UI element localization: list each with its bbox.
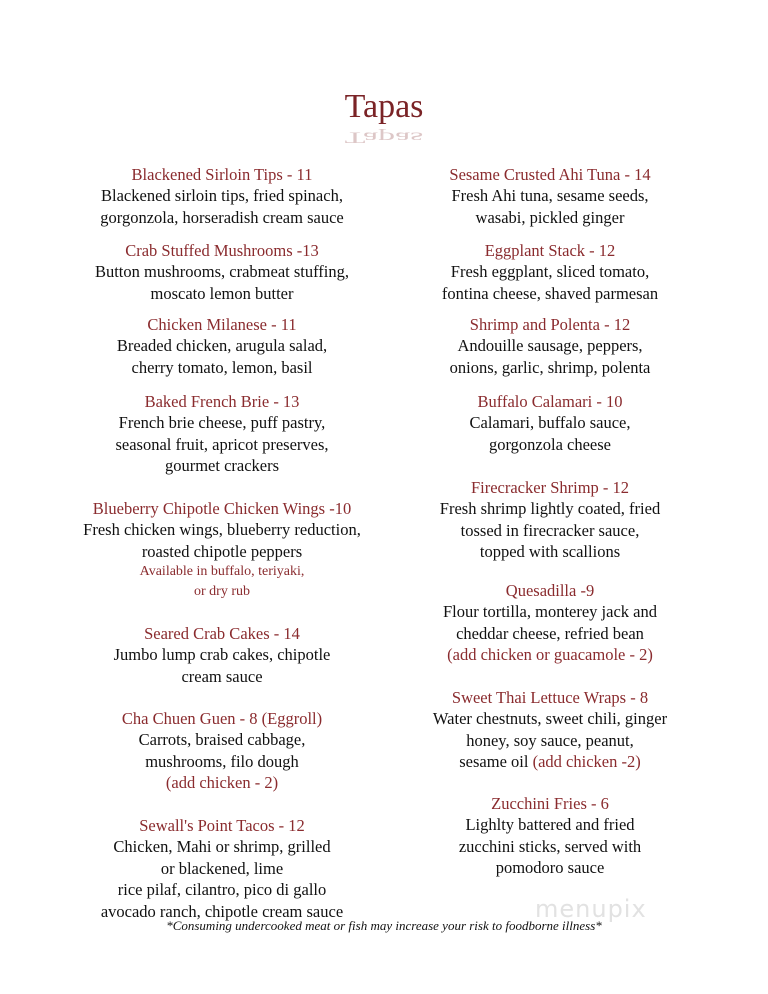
availability-note: or dry rub <box>194 584 250 599</box>
item-description-line <box>52 357 392 379</box>
item-name: Firecracker Shrimp - 12 <box>470 478 630 497</box>
item-description-line <box>380 520 720 542</box>
item-description-line <box>380 644 720 666</box>
title-reflection: Tapas <box>344 128 424 146</box>
item-description-line <box>380 857 720 879</box>
menu-item <box>380 793 720 879</box>
menu-item <box>380 391 720 455</box>
description-text: Andouille sausage, peppers, <box>457 336 643 355</box>
item-description-line <box>52 858 392 880</box>
item-description-line <box>52 412 392 434</box>
description-text: mushrooms, filo dough <box>145 751 299 771</box>
item-description-line <box>380 498 720 520</box>
item-description-line <box>380 412 720 434</box>
item-description-line <box>380 283 720 305</box>
item-description-line <box>52 879 392 901</box>
menu-item <box>52 164 392 228</box>
item-description-line <box>380 751 720 773</box>
item-description-line <box>380 708 720 730</box>
item-description-line <box>52 335 392 357</box>
description-text: avocado ranch, chipotle cream sauce <box>100 901 344 921</box>
item-name: Seared Crab Cakes - 14 <box>144 624 300 643</box>
item-description-line <box>52 261 392 283</box>
menu-item <box>52 623 392 687</box>
description-text: zucchini sticks, served with <box>458 836 642 856</box>
description-text: Water chestnuts, sweet chili, ginger <box>432 709 668 728</box>
add-on-note: (add chicken - 2) <box>165 773 279 792</box>
item-description-line <box>380 836 720 858</box>
description-text: Jumbo lump crab cakes, chipotle <box>113 645 331 664</box>
description-text: Fresh shrimp lightly coated, fried <box>439 499 661 518</box>
item-description-line <box>52 185 392 207</box>
item-description-line <box>380 261 720 283</box>
item-description-line <box>380 601 720 623</box>
item-description-line <box>380 434 720 456</box>
item-description-line <box>52 519 392 541</box>
description-text: moscato lemon butter <box>150 283 294 303</box>
item-description-line <box>52 836 392 858</box>
description-text: cheddar cheese, refried bean <box>456 623 644 643</box>
item-name: Quesadilla -9 <box>505 581 595 600</box>
menu-item <box>380 580 720 666</box>
item-name: Shrimp and Polenta - 12 <box>469 315 631 334</box>
description-text: wasabi, pickled ginger <box>475 207 625 227</box>
description-text: Fresh chicken wings, blueberry reduction, <box>83 520 361 539</box>
menu-item <box>52 815 392 922</box>
description-text: Fresh Ahi tuna, sesame seeds, <box>451 186 649 205</box>
description-text: gorgonzola cheese <box>488 434 612 454</box>
description-text: Calamari, buffalo sauce, <box>469 413 631 432</box>
description-text: Flour tortilla, monterey jack and <box>443 602 657 621</box>
item-name: Buffalo Calamari - 10 <box>477 392 623 411</box>
description-text: cherry tomato, lemon, basil <box>131 357 313 377</box>
description-text: Breaded chicken, arugula salad, <box>116 336 328 355</box>
page-title: Tapas <box>344 88 424 125</box>
item-name: Cha Chuen Guen - 8 (Eggroll) <box>121 709 323 728</box>
description-text: gourmet crackers <box>164 456 280 475</box>
item-name: Blackened Sirloin Tips - 11 <box>131 165 313 184</box>
item-description-line <box>52 207 392 229</box>
item-description-line <box>52 666 392 688</box>
menu-item <box>52 498 392 602</box>
description-text: Blackened sirloin tips, fried spinach, <box>101 186 343 205</box>
description-text: tossed in firecracker sauce, <box>460 520 640 540</box>
item-description-line <box>52 729 392 751</box>
menu-item <box>380 477 720 563</box>
description-text: gorgonzola, horseradish cream sauce <box>100 207 344 227</box>
health-disclaimer: *Consuming undercooked meat or fish may increase your risk to foodborne illness* <box>166 918 602 933</box>
menu-item <box>380 314 720 378</box>
description-text: onions, garlic, shrimp, polenta <box>449 357 651 377</box>
item-description-line <box>52 541 392 563</box>
item-name: Eggplant Stack - 12 <box>484 241 616 260</box>
item-name: Zucchini Fries - 6 <box>491 794 609 813</box>
item-description-line <box>52 562 392 582</box>
item-name: Sesame Crusted Ahi Tuna - 14 <box>449 165 651 184</box>
menu-item <box>52 240 392 304</box>
description-text: French brie cheese, puff pastry, <box>118 413 326 432</box>
menu-item <box>52 391 392 477</box>
description-text: topped with scallions <box>479 542 621 561</box>
item-name: Sewall's Point Tacos - 12 <box>139 816 305 835</box>
description-text: seasonal fruit, apricot preserves, <box>115 434 329 454</box>
item-description-line <box>52 283 392 305</box>
description-text: cream sauce <box>181 666 263 686</box>
item-description-line <box>380 335 720 357</box>
item-description-line <box>52 582 392 602</box>
item-name: Blueberry Chipotle Chicken Wings -10 <box>92 499 352 518</box>
item-description-line <box>380 357 720 379</box>
watermark-logo: menupix <box>535 895 647 923</box>
description-text: rice pilaf, cilantro, pico di gallo <box>117 880 327 899</box>
availability-note: Available in buffalo, teriyaki, <box>139 564 305 579</box>
item-description-line <box>380 814 720 836</box>
item-name: Chicken Milanese - 11 <box>147 315 297 334</box>
description-text: pomodoro sauce <box>495 858 605 877</box>
description-text: Fresh eggplant, sliced tomato, <box>450 262 650 281</box>
item-description-line <box>380 541 720 563</box>
item-name: Crab Stuffed Mushrooms -13 <box>125 241 319 260</box>
item-description-line <box>380 730 720 752</box>
menu-item <box>380 240 720 304</box>
menu-item <box>380 687 720 773</box>
item-description-line <box>52 434 392 456</box>
menu-item <box>380 164 720 228</box>
description-text: or blackened, lime <box>160 858 284 878</box>
menu-item <box>52 708 392 794</box>
item-description-line <box>52 644 392 666</box>
add-on-note: (add chicken -2) <box>532 752 641 771</box>
item-description-line <box>380 185 720 207</box>
description-text: Chicken, Mahi or shrimp, grilled <box>113 837 331 856</box>
add-on-note: (add chicken or guacamole - 2) <box>447 645 653 664</box>
description-text: honey, soy sauce, peanut, <box>466 730 634 750</box>
item-description-line <box>52 455 392 477</box>
item-description-line <box>52 772 392 794</box>
item-name: Sweet Thai Lettuce Wraps - 8 <box>451 688 649 707</box>
description-text: Button mushrooms, crabmeat stuffing, <box>94 262 350 281</box>
menu-item <box>52 314 392 378</box>
item-name: Baked French Brie - 13 <box>144 392 300 411</box>
description-text: fontina cheese, shaved parmesan <box>441 283 659 303</box>
item-description-line <box>380 207 720 229</box>
description-text: Carrots, braised cabbage, <box>138 730 306 749</box>
description-text: Lighlty battered and fried <box>465 815 635 834</box>
item-description-line <box>52 751 392 773</box>
description-text: roasted chipotle peppers <box>141 541 303 561</box>
item-description-line <box>380 623 720 645</box>
description-text: sesame oil <box>459 752 533 771</box>
